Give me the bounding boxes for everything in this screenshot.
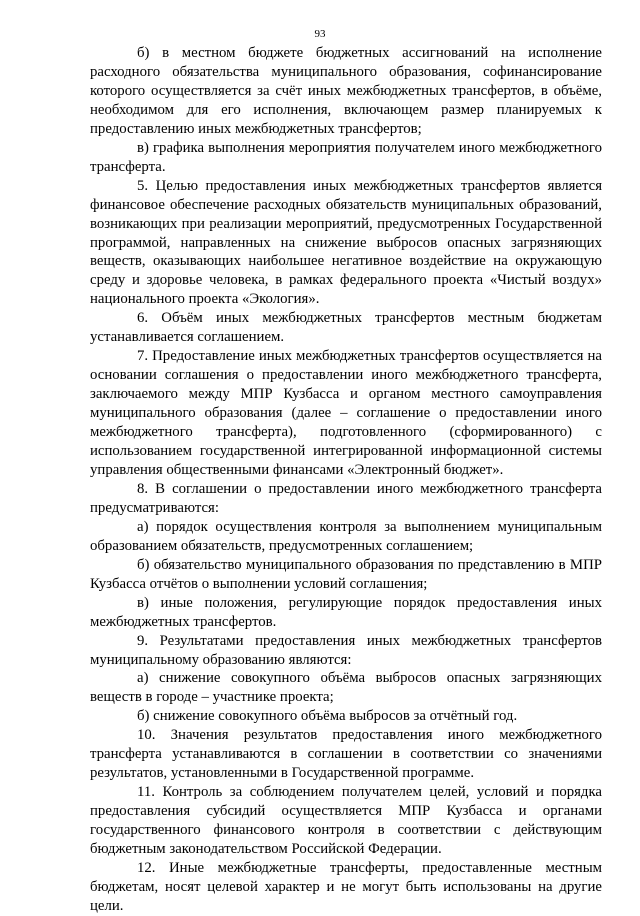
paragraph-8-agreement-content: 8. В соглашении о предоставлении иного межбюджетного трансферта предусматриваются: [90,480,602,516]
paragraph-9b-emissions-year: б) снижение совокупного объёма выбросов за отчётный год. [137,708,518,725]
paragraph-9-results: 9. Результатами предоставления иных межбюджетных трансфертов муниципальному образованию являются: [90,632,602,668]
paragraph-12-targeted-use: 12. Иные межбюджетные трансферты, предоставленные местным бюджетам, носят целевой характер и не могут быть использованы на другие цели. [90,859,602,914]
paragraph-8v-other-provisions: в) иные положения, регулирующие порядок предоставления иных межбюджетных трансфертов. [90,594,602,630]
paragraph-9a-emissions-city: а) снижение совокупного объёма выбросов опасных загрязняющих веществ в городе – участнике проекта; [90,670,602,706]
document-body [90,44,602,916]
paragraph-8b-reports: б) обязательство муниципального образования по представлению в МПР Кузбасса отчётов о выполнении условий соглашения; [90,556,602,592]
paragraph-7-agreement: 7. Предоставление иных межбюджетных трансфертов осуществляется на основании соглашения о предоставлении иного межбюджетного трансферта, заключаемого между МПР Кузбасса и органом местного самоуправления муниципального образования (далее – соглашение о предоставлении иного межбюджетного трансферта), подготовленного (сформированного) с использованием государственной интегрированной информационной системы управления общественными финансами «Электронный бюджет». [90,348,602,478]
paragraph-8a-control: а) порядок осуществления контроля за выполнением муниципальным образованием обязательств, предусмотренных соглашением; [90,518,602,554]
paragraph-b-budget-allocations: б) в местном бюджете бюджетных ассигнований на исполнение расходного обязательства муниципального образования, софинансирование которого осуществляется за счёт иных межбюджетных трансфертов, в объёме, необходимом для его исполнения, включающем размер планируемых к предоставлению иных межбюджетных трансфертов; [90,45,602,137]
page-number: 93 [314,28,326,40]
paragraph-6-volume: 6. Объём иных межбюджетных трансфертов местным бюджетам устанавливается соглашением. [90,310,602,346]
paragraph-10-result-values: 10. Значения результатов предоставления иного межбюджетного трансферта устанавливаются в соглашении в соответствии со значениями результатов, установленными в Государственной программе. [90,727,602,782]
paragraph-11-control: 11. Контроль за соблюдением получателем целей, условий и порядка предоставления субсидий осуществляется МПР Кузбасса и органами государственного финансового контроля в соответствии с действующим бюджетным законодательством Российской Федерации. [90,784,602,858]
paragraph-v-schedule: в) графика выполнения мероприятия получателем иного межбюджетного трансферта. [90,139,602,175]
paragraph-5-purpose: 5. Целью предоставления иных межбюджетных трансфертов является финансовое обеспечение расходных обязательств муниципальных образований, возникающих при реализации мероприятий, предусмотренных Государственной программой, направленных на снижение выбросов опасных загрязняющих веществ, оказывающих наибольшее негативное воздействие на окружающую среду и здоровье человека, в рамках федерального проекта «Чистый воздух» национального проекта «Экология». [90,177,602,308]
